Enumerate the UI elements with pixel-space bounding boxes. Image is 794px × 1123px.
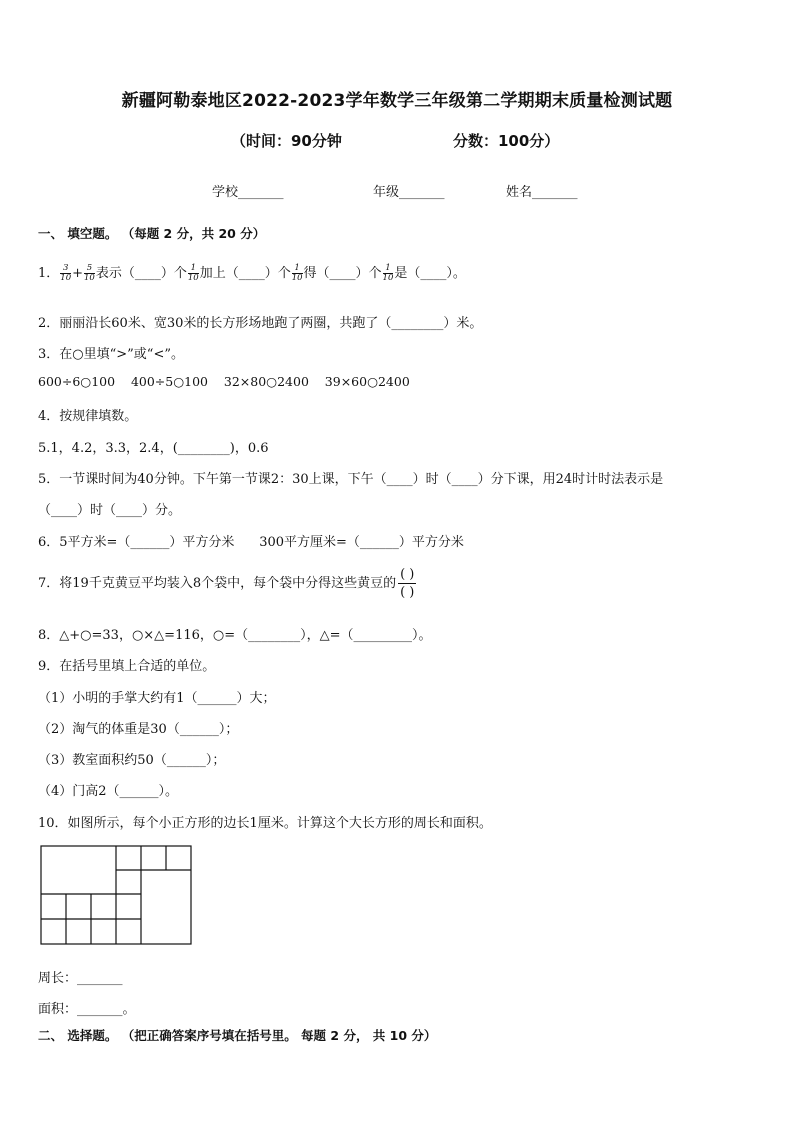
plus-sign: + [72, 266, 84, 281]
school-field: 学校_______ [212, 185, 284, 200]
exam-time: （时间：90分钟 [231, 132, 342, 150]
q1-text: 加上（____）个 [199, 266, 291, 281]
q7-text: 7．将19千克黄豆平均装入8个袋中，每个袋中分得这些黄豆的 [38, 576, 397, 591]
name-field: 姓名_______ [506, 185, 578, 200]
question-9-item: （4）门高2（______）。 [38, 784, 179, 799]
perimeter-answer: 周长：_______ [38, 971, 123, 986]
fraction: $\frac{3}{10}$ [60, 263, 72, 283]
q1-text: 得（____）个 [303, 266, 382, 281]
section-2-heading: 二、 选择题。 （把正确答案序号填在括号里。 每题 2 分， 共 10 分） [38, 1028, 437, 1043]
question-9: 9．在括号里填上合适的单位。 [38, 659, 216, 674]
area-answer: 面积：_______。 [38, 1002, 136, 1017]
question-5-line-2: （____）时（____）分。 [38, 503, 182, 518]
question-9-item: （1）小明的手掌大约有1（______）大； [38, 691, 276, 706]
question-8: 8．△+○=33，○×△=116，○=（________），△=（_________）。 [38, 628, 432, 643]
question-1 [38, 262, 466, 283]
question-2: 2．丽丽沿长60米、宽30米的长方形场地跑了两圈，共跑了（________）米。 [38, 316, 483, 331]
question-6: 6．5平方米=（______）平方分米 300平方厘米=（______）平方分米 [38, 535, 464, 550]
question-7 [38, 566, 416, 601]
rectangle-grid-figure [40, 845, 194, 947]
grade-field: 年级_______ [373, 185, 445, 200]
question-4-items: 5.1，4.2，3.3，2.4，(________)，0.6 [38, 441, 269, 456]
question-5-line-1: 5．一节课时间为40分钟。下午第一节课2：30上课，下午（____）时（____）分下课，用24时计时法表示是 [38, 472, 664, 487]
fraction: $\frac{1}{10}$ [382, 263, 394, 283]
exam-score: 分数：100分） [453, 132, 560, 150]
question-9-item: （2）淘气的体重是30（______）； [38, 722, 239, 737]
q1-number: 1． [38, 266, 60, 281]
q1-text: 表示（____）个 [95, 266, 187, 281]
question-3: 3．在○里填“>”或“<”。 [38, 347, 184, 362]
fraction: $\frac{1}{10}$ [291, 263, 303, 283]
answer-fraction: ( ) ( ) [400, 567, 415, 600]
question-9-item: （3）教室面积约50（______）； [38, 753, 226, 768]
fraction: $\frac{1}{10}$ [187, 263, 199, 283]
section-1-heading: 一、 填空题。 （每题 2 分，共 20 分） [38, 226, 266, 241]
question-3-items: 600÷6○100 400÷5○100 32×80○2400 39×60○2400 [38, 374, 410, 389]
question-10: 10．如图所示，每个小正方形的边长1厘米。计算这个大长方形的周长和面积。 [38, 816, 492, 831]
q1-text: 是（____）。 [394, 266, 466, 281]
page-title: 新疆阿勒泰地区2022-2023学年数学三年级第二学期期末质量检测试题 [121, 91, 673, 111]
question-4: 4．按规律填数。 [38, 409, 138, 424]
fraction: $\frac{5}{10}$ [84, 263, 95, 283]
